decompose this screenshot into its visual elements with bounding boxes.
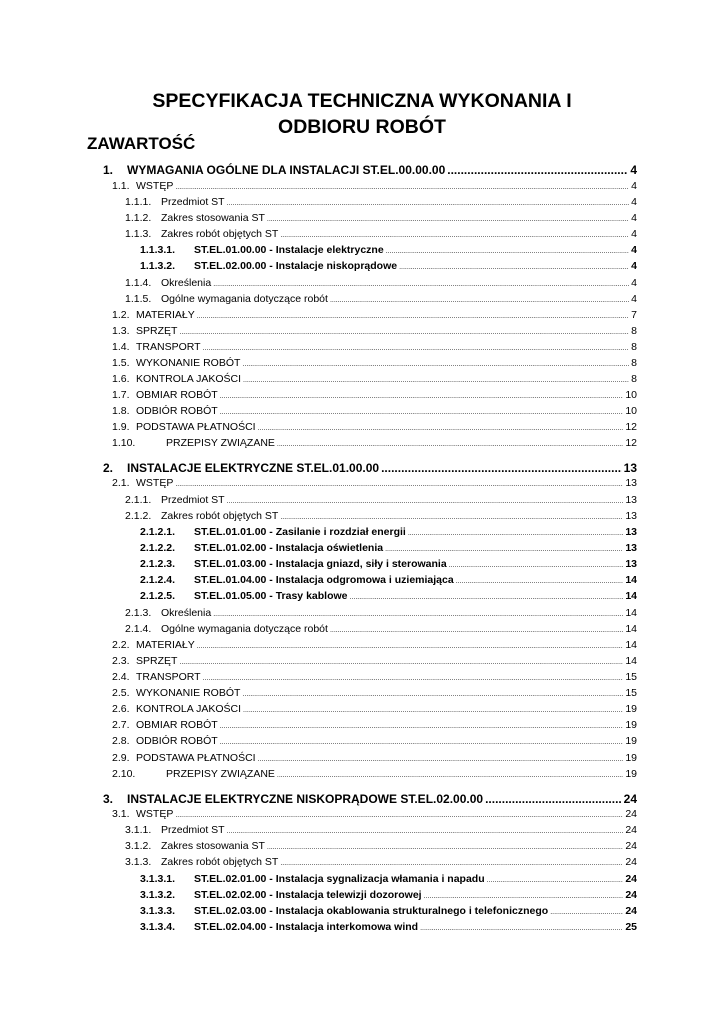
toc-entry-page: 8 [631,341,637,353]
toc-leader-dots [220,739,624,746]
toc-entry-number: 2.5. [112,687,130,699]
toc-entry-label: Ogólne wymagania dotyczące robót [161,293,328,305]
toc-entry-number: 2.3. [112,655,130,667]
toc-entry[interactable] [112,341,637,353]
toc-entry[interactable] [103,163,637,177]
toc-leader-dots [243,377,629,384]
toc-entry-page: 19 [625,719,637,731]
toc-entry-label: Przedmiot ST [161,824,225,836]
toc-leader-dots [220,393,624,400]
toc-entry-label: WYKONANIE ROBÓT [136,357,241,369]
toc-entry[interactable] [112,421,637,433]
toc-entry-number: 2.1.2.3. [140,558,176,570]
toc-entry-label: PRZEPISY ZWIĄZANE [166,768,275,780]
toc-entry-number: 2.1.1. [125,494,152,506]
toc-leader-dots [350,594,624,601]
toc-entry[interactable] [140,574,637,586]
toc-leader-dots [330,297,629,304]
toc-entry-page: 14 [625,574,637,586]
toc-leader-dots [179,329,629,336]
toc-entry[interactable] [125,856,637,868]
toc-entry-number: 2.1.2.2. [140,542,176,554]
toc-leader-dots [267,216,629,223]
toc-entry[interactable] [140,873,637,885]
toc-entry-number: 3. [103,792,114,806]
toc-entry-number: 2.6. [112,703,130,715]
toc-entry-page: 13 [625,558,637,570]
toc-entry-page: 24 [625,873,637,885]
toc-entry[interactable] [112,735,637,747]
toc-entry-number: 3.1.3.4. [140,921,176,933]
toc-entry[interactable] [140,526,637,538]
toc-heading: ZAWARTOŚĆ [87,134,196,153]
toc-entry-label: KONTROLA JAKOŚCI [136,373,242,385]
toc-entry-number: 2. [103,461,114,475]
toc-entry-page: 19 [625,752,637,764]
toc-entry-number: 3.1.2. [125,840,152,852]
toc-entry-label: TRANSPORT [136,341,201,353]
toc-entry[interactable] [125,510,637,522]
toc-entry-label: PODSTAWA PŁATNOŚCI [136,421,256,433]
toc-entry-label: ST.EL.01.01.00 - Zasilanie i rozdział energii [194,526,406,538]
toc-entry-label: INSTALACJE ELEKTRYCZNE ST.EL.01.00.00 [127,461,380,475]
toc-entry-number: 1.5. [112,357,130,369]
toc-entry[interactable] [112,752,637,764]
toc-entry-label: Zakres stosowania ST [161,212,265,224]
toc-entry-number: 1.1. [112,180,130,192]
toc-entry[interactable] [112,768,637,780]
toc-entry[interactable] [112,357,637,369]
toc-entry-number: 1.1.2. [125,212,152,224]
toc-entry[interactable] [112,180,637,192]
toc-leader-dots [550,909,623,916]
toc-entry-label: ODBIÓR ROBÓT [136,735,218,747]
toc-leader-dots [197,313,629,320]
toc-entry-number: 1. [103,163,114,177]
toc-entry[interactable] [140,889,637,901]
toc-entry[interactable] [125,607,637,619]
toc-entry-number: 1.8. [112,405,130,417]
toc-entry[interactable] [125,824,637,836]
toc-leader-dots [179,659,623,666]
toc-entry-page: 12 [625,421,637,433]
toc-entry-page: 19 [625,768,637,780]
toc-entry-number: 3.1. [112,808,130,820]
toc-entry[interactable] [140,590,637,602]
toc-entry-page: 4 [631,293,637,305]
toc-entry-page: 10 [625,405,637,417]
toc-entry-page: 24 [625,824,637,836]
toc-entry-number: 1.1.3.1. [140,244,176,256]
toc-entry-page: 19 [625,735,637,747]
toc-entry-page: 13 [623,461,637,475]
toc-entry-page: 13 [625,526,637,538]
toc-entry-page: 15 [625,671,637,683]
toc-entry-label: ST.EL.01.00.00 - Instalacje elektryczne [194,244,384,256]
toc-entry-page: 8 [631,373,637,385]
toc-leader-dots [385,546,623,553]
toc-entry[interactable] [125,494,637,506]
toc-entry-label: Zakres stosowania ST [161,840,265,852]
toc-entry-page: 24 [625,856,637,868]
toc-entry-number: 2.1.2.1. [140,526,176,538]
toc-entry-page: 24 [625,905,637,917]
toc-entry[interactable] [125,293,637,305]
toc-leader-dots [456,578,624,585]
toc-leader-dots [227,200,630,207]
toc-entry-number: 1.2. [112,309,130,321]
toc-entry-page: 24 [625,840,637,852]
toc-entry-label: Przedmiot ST [161,494,225,506]
toc-entry-label: MATERIAŁY [136,309,195,321]
toc-entry-number: 2.2. [112,639,130,651]
toc-entry[interactable] [125,840,637,852]
toc-entry-label: ST.EL.01.05.00 - Trasy kablowe [194,590,348,602]
toc-entry-number: 2.1.4. [125,623,152,635]
toc-entry-page: 24 [625,889,637,901]
toc-entry-number: 1.3. [112,325,130,337]
toc-leader-dots [449,562,624,569]
toc-entry-label: ST.EL.02.03.00 - Instalacja okablowania strukturalnego i telefonicznego [194,905,549,917]
toc-leader-dots [227,828,624,835]
toc-entry-number: 1.1.3.2. [140,260,176,272]
toc-entry[interactable] [103,461,637,475]
toc-entry-label: INSTALACJE ELEKTRYCZNE NISKOPRĄDOWE ST.EL.02.00.00 [127,792,484,806]
toc-entry-page: 19 [625,703,637,715]
toc-leader-dots [242,361,629,368]
toc-leader-dots [213,281,629,288]
toc-entry-label: SPRZĘT [136,325,178,337]
toc-leader-dots [203,345,630,352]
toc-entry-page: 7 [631,309,637,321]
toc-entry-label: MATERIAŁY [136,639,195,651]
toc-entry-label: Przedmiot ST [161,196,225,208]
toc-entry[interactable] [112,437,637,449]
toc-entry-number: 2.9. [112,752,130,764]
toc-entry-page: 4 [631,260,637,272]
toc-entry-label: KONTROLA JAKOŚCI [136,703,242,715]
toc-entry-number: 2.10. [112,768,136,780]
toc-leader-dots [197,643,624,650]
toc-entry-page: 4 [631,244,637,256]
toc-entry-page: 24 [623,792,637,806]
toc-leader-dots [277,441,623,448]
toc-leader-dots [220,409,624,416]
toc-entry[interactable] [112,808,637,820]
toc-entry-page: 4 [631,228,637,240]
toc-leader-dots [258,425,624,432]
toc-entry-label: WSTĘP [136,180,174,192]
toc-entry-label: ODBIÓR ROBÓT [136,405,218,417]
toc-entry-page: 12 [625,437,637,449]
toc-entry[interactable] [125,212,637,224]
toc-leader-dots [399,264,629,271]
toc-entry[interactable] [140,921,637,933]
document-title-line-1: SPECYFIKACJA TECHNICZNA WYKONANIA I [152,90,572,112]
toc-leader-dots [258,756,624,763]
toc-leader-dots [424,893,624,900]
toc-entry-page: 8 [631,357,637,369]
toc-entry-page: 14 [625,655,637,667]
toc-leader-dots [267,844,623,851]
toc-leader-dots [487,877,624,884]
toc-entry-number: 1.1.5. [125,293,152,305]
toc-entry[interactable] [112,405,637,417]
toc-entry-number: 2.1.3. [125,607,152,619]
toc-entry-number: 2.1.2.5. [140,590,176,602]
toc-entry-page: 14 [625,639,637,651]
toc-entry[interactable] [112,719,637,731]
toc-entry[interactable] [112,703,637,715]
toc-entry-label: WSTĘP [136,477,174,489]
toc-entry-number: 3.1.3.1. [140,873,176,885]
document-title-line-2: ODBIORU ROBÓT [278,116,446,138]
toc-leader-dots [280,860,623,867]
toc-entry-label: ST.EL.01.04.00 - Instalacja odgromowa i uziemiająca [194,574,454,586]
toc-entry-number: 1.9. [112,421,130,433]
toc-leader-dots [408,530,623,537]
toc-entry[interactable] [112,477,637,489]
toc-entry[interactable] [140,260,637,272]
toc-leader-dots [243,707,623,714]
toc-entry-number: 3.1.1. [125,824,152,836]
toc-entry[interactable] [125,228,637,240]
toc-entry-page: 10 [625,389,637,401]
toc-entry-label: Zakres robót objętych ST [161,856,279,868]
toc-entry-number: 1.1.4. [125,277,152,289]
toc-leader-dots [175,481,623,488]
toc-entry-label: WSTĘP [136,808,174,820]
toc-entry-label: PODSTAWA PŁATNOŚCI [136,752,256,764]
toc-entry-page: 15 [625,687,637,699]
toc-entry-number: 1.10. [112,437,136,449]
toc-entry-label: WYKONANIE ROBÓT [136,687,241,699]
toc-leader-dots [386,248,629,255]
toc-leader-dots [280,232,629,239]
toc-leader-dots [330,627,623,634]
toc-entry-page: 14 [625,623,637,635]
toc-entry-page: 13 [625,477,637,489]
toc-entry[interactable] [112,325,637,337]
toc-entry-number: 2.4. [112,671,130,683]
toc-entry-number: 2.8. [112,735,130,747]
toc-entry-number: 3.1.3.3. [140,905,176,917]
toc-entry-label: ST.EL.02.02.00 - Instalacja telewizji dozorowej [194,889,422,901]
toc-leader-dots [227,498,624,505]
toc-entry-page: 24 [625,808,637,820]
toc-entry-number: 2.7. [112,719,130,731]
toc-entry-label: OBMIAR ROBÓT [136,719,218,731]
toc-entry[interactable] [140,542,637,554]
toc-entry-label: Zakres robót objętych ST [161,510,279,522]
toc-leader-dots [280,514,623,521]
toc-entry[interactable] [112,687,637,699]
toc-entry-label: ST.EL.02.01.00 - Instalacja sygnalizacja włamania i napadu [194,873,485,885]
toc-entry-page: 4 [631,180,637,192]
toc-entry-page: 14 [625,607,637,619]
toc-entry[interactable] [112,309,637,321]
toc-entry-page: 4 [631,196,637,208]
toc-entry-page: 25 [625,921,637,933]
toc-entry-page: 14 [625,590,637,602]
toc-entry-label: Określenia [161,607,212,619]
toc-entry-page: 13 [625,542,637,554]
toc-entry-number: 1.7. [112,389,130,401]
toc-entry-label: Określenia [161,277,212,289]
toc-entry[interactable] [125,623,637,635]
toc-leader-dots [420,925,623,932]
toc-entry[interactable] [112,639,637,651]
toc-entry[interactable] [112,655,637,667]
toc-leader-dots [447,163,628,177]
toc-entry-number: 1.1.1. [125,196,152,208]
toc-entry-label: ST.EL.01.03.00 - Instalacja gniazd, siły i sterowania [194,558,447,570]
toc-entry-number: 1.4. [112,341,130,353]
toc-entry-label: Zakres robót objętych ST [161,228,279,240]
toc-entry[interactable] [140,905,637,917]
toc-entry[interactable] [112,373,637,385]
toc-entry-label: ST.EL.01.02.00 - Instalacja oświetlenia [194,542,384,554]
toc-entry-page: 13 [625,510,637,522]
toc-entry-label: ST.EL.02.04.00 - Instalacja interkomowa wind [194,921,419,933]
toc-entry-number: 2.1. [112,477,130,489]
toc-leader-dots [175,812,623,819]
toc-entry[interactable] [125,277,637,289]
toc-entry-label: SPRZĘT [136,655,178,667]
toc-entry-label: TRANSPORT [136,671,201,683]
toc-entry[interactable] [140,244,637,256]
toc-entry-page: 8 [631,325,637,337]
toc-leader-dots [213,611,623,618]
toc-entry-number: 1.6. [112,373,130,385]
toc-leader-dots [242,691,623,698]
toc-entry-number: 2.1.2.4. [140,574,176,586]
toc-leader-dots [485,792,622,806]
toc-entry-page: 4 [631,277,637,289]
toc-entry[interactable] [112,671,637,683]
toc-entry[interactable] [112,389,637,401]
toc-entry-number: 3.1.3. [125,856,152,868]
toc-leader-dots [381,461,622,475]
toc-entry-page: 4 [630,163,637,177]
toc-entry-label: Ogólne wymagania dotyczące robót [161,623,328,635]
toc-entry[interactable] [103,792,637,806]
toc-leader-dots [277,772,623,779]
toc-entry-label: PRZEPISY ZWIĄZANE [166,437,275,449]
toc-entry-number: 2.1.2. [125,510,152,522]
toc-entry-page: 13 [625,494,637,506]
toc-leader-dots [203,675,624,682]
toc-entry-label: ST.EL.02.00.00 - Instalacje niskoprądowe [194,260,398,272]
toc-entry[interactable] [140,558,637,570]
toc-leader-dots [220,723,624,730]
toc-entry-label: OBMIAR ROBÓT [136,389,218,401]
toc-entry-label: WYMAGANIA OGÓLNE DLA INSTALACJI ST.EL.00.00.00 [127,163,446,177]
toc-entry-page: 4 [631,212,637,224]
toc-entry[interactable] [125,196,637,208]
toc-entry-number: 1.1.3. [125,228,152,240]
toc-entry-number: 3.1.3.2. [140,889,176,901]
toc-leader-dots [175,184,629,191]
